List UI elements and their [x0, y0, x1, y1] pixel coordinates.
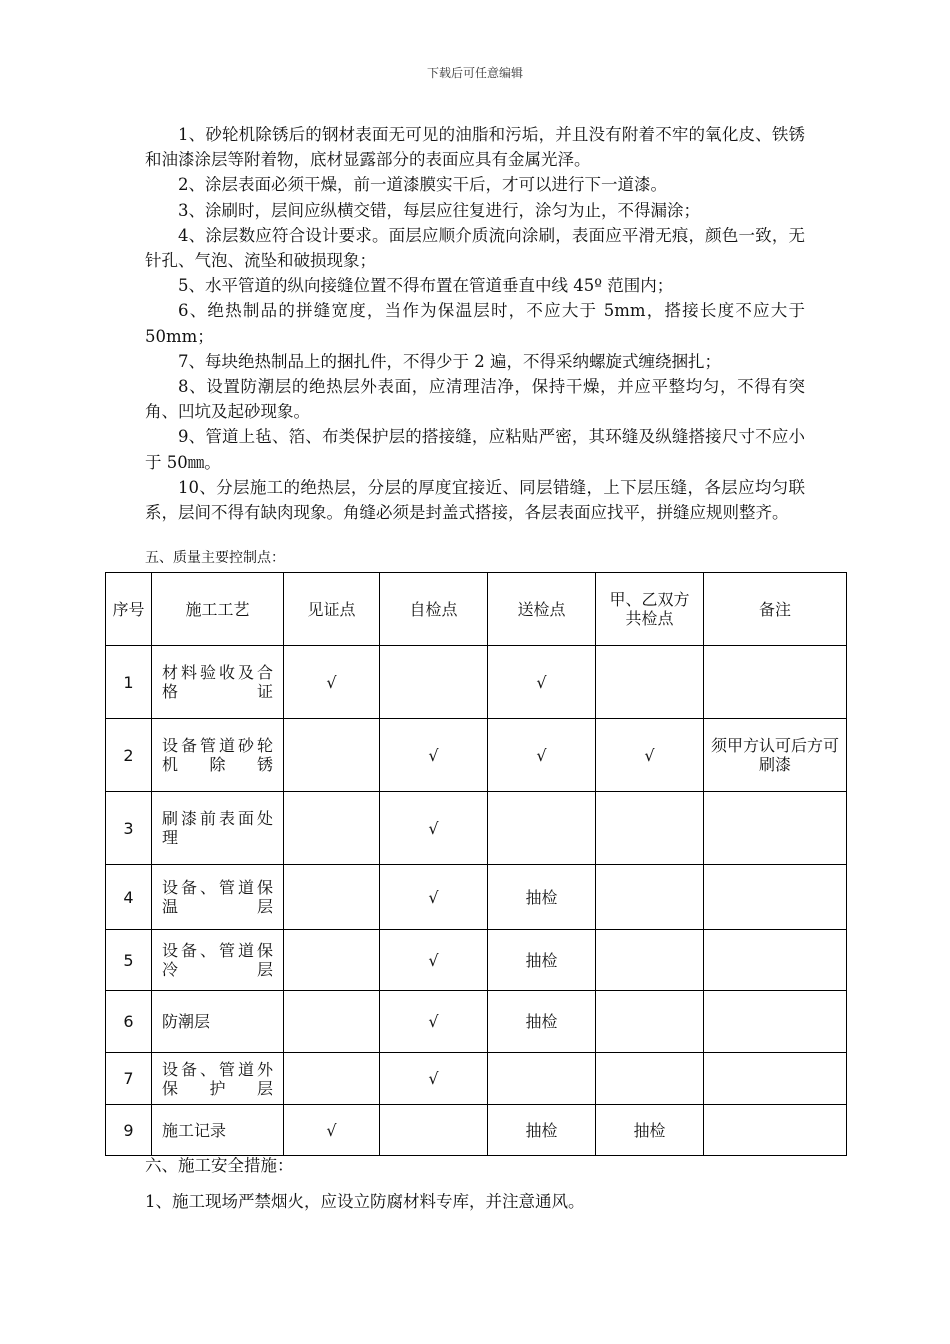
process-cell: 设备、管道外保护层	[152, 1053, 284, 1105]
process-cell: 施工记录	[152, 1105, 284, 1156]
row-number: 9	[106, 1105, 152, 1156]
header-cell: 备注	[704, 573, 847, 646]
header-cell: 甲、乙双方共检点	[596, 573, 704, 646]
note-cell: 须甲方认可后方可刷漆	[704, 719, 847, 792]
send-check-cell: 抽检	[488, 1105, 596, 1156]
table-row	[106, 930, 847, 991]
witness-cell	[284, 930, 380, 991]
self-check-cell: √	[380, 1053, 488, 1105]
header-cell: 见证点	[284, 573, 380, 646]
note-cell	[704, 865, 847, 930]
process-cell: 刷漆前表面处理	[152, 792, 284, 865]
requirement-item: 8、设置防潮层的绝热层外表面，应清理洁净，保持干燥，并应平整均匀，不得有突角、凹坑及起砂现象。	[145, 377, 805, 422]
requirement-item: 4、涂层数应符合设计要求。面层应顺介质流向涂刷，表面应平滑无痕，颜色一致，无针孔、气泡、流坠和破损现象；	[145, 225, 805, 271]
witness-cell: √	[284, 646, 380, 719]
joint-check-cell	[596, 991, 704, 1053]
requirement-item: 5、水平管道的纵向接缝位置不得布置在管道垂直中线 45º 范围内；	[178, 276, 674, 296]
witness-cell	[284, 991, 380, 1053]
self-check-cell	[380, 646, 488, 719]
table-row	[106, 792, 847, 865]
self-check-cell: √	[380, 792, 488, 865]
send-check-cell: √	[488, 719, 596, 792]
header-cell: 自检点	[380, 573, 488, 646]
joint-check-cell	[596, 1053, 704, 1105]
witness-cell	[284, 1053, 380, 1105]
header-cell: 送检点	[488, 573, 596, 646]
requirement-item: 10、分层施工的绝热层，分层的厚度宜接近、同层错缝，上下层压缝，各层应均匀联系，层间不得有缺肉现象。角缝必须是封盖式搭接，各层表面应找平，拼缝应规则整齐。	[145, 477, 805, 523]
joint-check-cell	[596, 865, 704, 930]
self-check-cell: √	[380, 865, 488, 930]
row-number: 3	[106, 792, 152, 865]
table-header-row	[106, 573, 847, 646]
send-check-cell	[488, 792, 596, 865]
section-title-quality: 五、质量主要控制点：	[145, 550, 285, 566]
requirement-item: 7、每块绝热制品上的捆扎件，不得少于 2 遍，不得采纳螺旋式缠绕捆扎；	[178, 351, 721, 371]
row-number: 6	[106, 991, 152, 1053]
page-header: 下载后可任意编辑	[426, 66, 523, 80]
witness-cell	[284, 792, 380, 865]
send-check-cell: 抽检	[488, 930, 596, 991]
note-cell	[704, 1105, 847, 1156]
send-check-cell: 抽检	[488, 865, 596, 930]
section-title-safety: 六、施工安全措施：	[145, 1156, 294, 1175]
row-number: 7	[106, 1053, 152, 1105]
table-row	[106, 865, 847, 930]
note-cell	[704, 991, 847, 1053]
joint-check-cell	[596, 792, 704, 865]
witness-cell	[284, 865, 380, 930]
witness-cell	[284, 719, 380, 792]
requirement-item: 6、绝热制品的拼缝宽度，当作为保温层时，不应大于 5mm，搭接长度不应大于 50mm；	[145, 301, 805, 346]
requirement-item: 3、涂刷时，层间应纵横交错，每层应往复进行，涂匀为止，不得漏涂；	[178, 200, 700, 220]
self-check-cell: √	[380, 991, 488, 1053]
row-number: 5	[106, 930, 152, 991]
witness-cell: √	[284, 1105, 380, 1156]
self-check-cell: √	[380, 930, 488, 991]
send-check-cell: 抽检	[488, 991, 596, 1053]
note-cell	[704, 930, 847, 991]
process-cell: 材料验收及合格证	[152, 646, 284, 719]
joint-check-cell	[596, 646, 704, 719]
joint-check-cell: 抽检	[596, 1105, 704, 1156]
requirement-item: 1、砂轮机除锈后的钢材表面无可见的油脂和污垢，并且没有附着不牢的氧化皮、铁锈和油漆涂层等附着物，底材显露部分的表面应具有金属光泽。	[145, 125, 805, 170]
joint-check-cell: √	[596, 719, 704, 792]
safety-item: 1、施工现场严禁烟火，应设立防腐材料专库，并注意通风。	[145, 1192, 585, 1211]
quality-control-table	[105, 572, 847, 1156]
note-cell	[704, 646, 847, 719]
requirements-list	[145, 122, 805, 525]
process-cell: 设备、管道保冷层	[152, 930, 284, 991]
table-row	[106, 991, 847, 1053]
send-check-cell: √	[488, 646, 596, 719]
header-cell: 序号	[106, 573, 152, 646]
note-cell	[704, 792, 847, 865]
requirement-item: 9、管道上毡、箔、布类保护层的搭接缝，应粘贴严密，其环缝及纵缝搭接尺寸不应小于 50㎜。	[145, 427, 805, 472]
joint-check-cell	[596, 930, 704, 991]
process-cell: 防潮层	[152, 991, 284, 1053]
self-check-cell: √	[380, 719, 488, 792]
table-row	[106, 646, 847, 719]
row-number: 4	[106, 865, 152, 930]
self-check-cell	[380, 1105, 488, 1156]
note-cell	[704, 1053, 847, 1105]
row-number: 2	[106, 719, 152, 792]
send-check-cell	[488, 1053, 596, 1105]
process-cell: 设备、管道保温层	[152, 865, 284, 930]
row-number: 1	[106, 646, 152, 719]
table-row	[106, 1105, 847, 1156]
process-cell: 设备管道砂轮机除锈	[152, 719, 284, 792]
table-row	[106, 719, 847, 792]
table-row	[106, 1053, 847, 1105]
requirement-item: 2、涂层表面必须干燥，前一道漆膜实干后，才可以进行下一道漆。	[178, 175, 667, 195]
header-cell: 施工工艺	[152, 573, 284, 646]
